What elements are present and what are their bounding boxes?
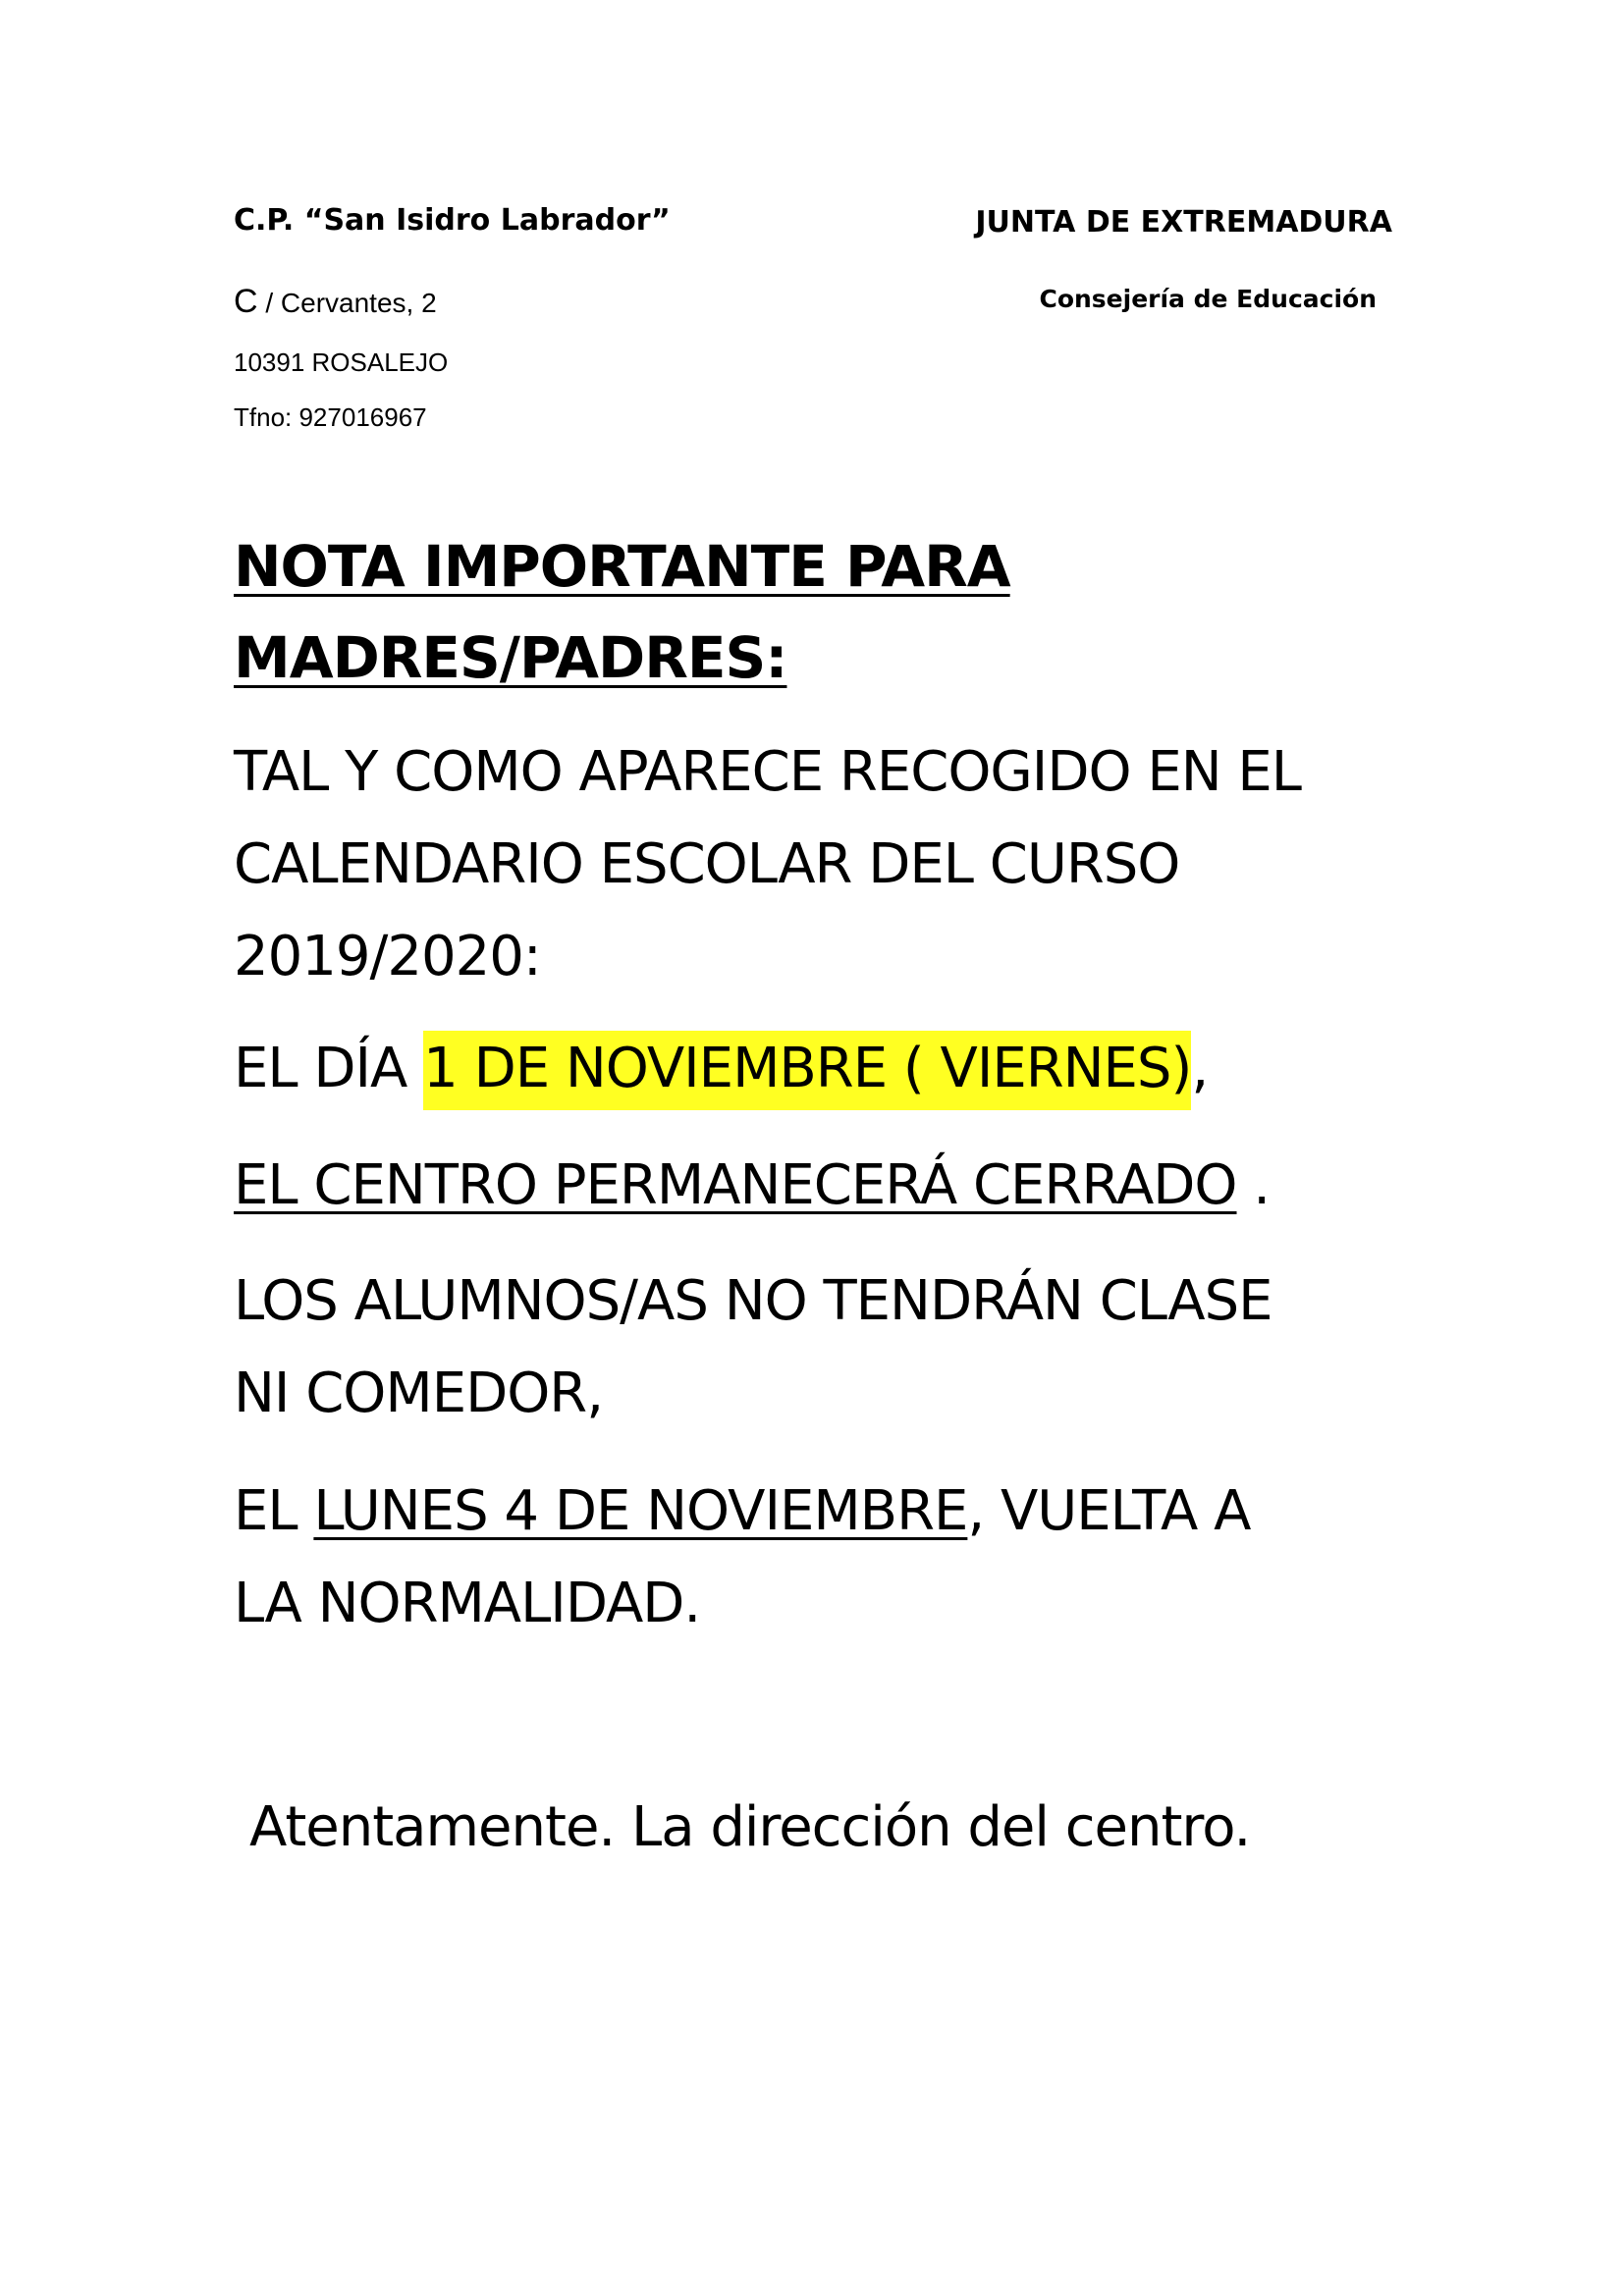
closure-date-highlight: 1 DE NOVIEMBRE ( VIERNES) (423, 1031, 1191, 1110)
school-street (234, 285, 437, 318)
center-closed-line (234, 1153, 1271, 1217)
intro-line-2: CALENDARIO ESCOLAR DEL CURSO (234, 832, 1180, 896)
signature: Atentamente. La dirección del centro. (249, 1795, 1251, 1859)
day-prefix: EL DÍA (234, 1037, 424, 1100)
students-line-2: NI COMEDOR, (234, 1362, 603, 1425)
department-name: Consejería de Educación (1039, 285, 1377, 313)
return-date: LUNES 4 DE NOVIEMBRE (313, 1479, 968, 1543)
closure-day-line (234, 1037, 1209, 1100)
center-closed-suffix: . (1236, 1153, 1271, 1217)
return-prefix: EL (234, 1479, 314, 1543)
street-prefix: C (234, 283, 258, 320)
school-phone: Tfno: 927016967 (234, 402, 427, 432)
school-name: C.P. “San Isidro Labrador” (234, 203, 671, 238)
center-closed-text: EL CENTRO PERMANECERÁ CERRADO (234, 1153, 1237, 1217)
return-suffix: , VUELTA A (967, 1479, 1251, 1543)
authority-name: JUNTA DE EXTREMADURA (975, 205, 1392, 240)
intro-line-1: TAL Y COMO APARECE RECOGIDO EN EL (234, 740, 1301, 804)
street-rest: / Cervantes, 2 (257, 288, 437, 318)
day-suffix: , (1191, 1037, 1209, 1100)
notice-title-line-1: NOTA IMPORTANTE PARA (234, 533, 1010, 600)
intro-line-3: 2019/2020: (234, 925, 541, 988)
notice-title-line-2: MADRES/PADRES: (234, 624, 787, 691)
return-line-1 (234, 1479, 1251, 1543)
students-line-1: LOS ALUMNOS/AS NO TENDRÁN CLASE (234, 1269, 1272, 1333)
school-postal-city: 10391 ROSALEJO (234, 347, 449, 377)
return-line-2: LA NORMALIDAD. (234, 1572, 701, 1635)
